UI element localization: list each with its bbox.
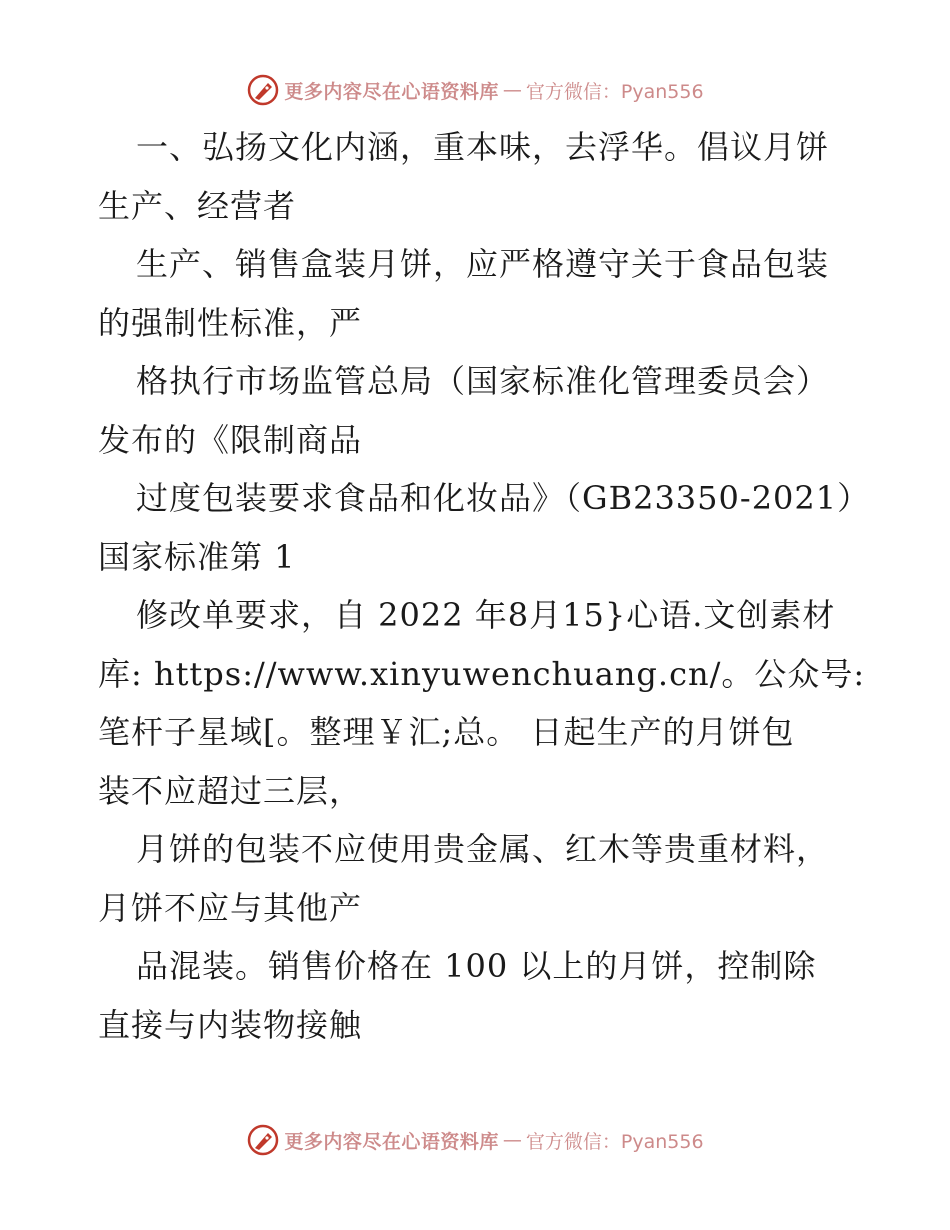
text-line: 的强制性标准，严 [98, 303, 363, 342]
text-line: 发布的《限制商品 [98, 420, 363, 459]
text-line: 国家标准第 1 [98, 537, 296, 576]
text-line: 生产、销售盒装月饼，应严格遵守关于食品包装 [136, 245, 830, 283]
text-line: 品混装。销售价格在 100 以上的月饼，控制除 [136, 947, 817, 985]
watermark-separator: — [502, 1129, 522, 1151]
text-line: 格执行市场监管总局（国家标准化管理委员会） [136, 362, 830, 400]
footer-watermark [0, 1120, 950, 1160]
text-line: 月饼不应与其他产 [98, 888, 363, 927]
text-line: 直接与内装物接触 [98, 1005, 363, 1044]
pen-nib-logo-icon [246, 73, 280, 107]
text-line: 过度包装要求食品和化妆品》（GB23350-2021） [136, 479, 871, 517]
document-body [98, 118, 871, 1054]
watermark-contact: 官方微信：Pyan556 [525, 80, 704, 103]
text-line: 一、弘扬文化内涵，重本味，去浮华。倡议月饼 [136, 128, 830, 166]
text-line: 库: https://www.xinyuwenchuang.cn/。公众号: [98, 654, 866, 693]
watermark-text: 更多内容尽在心语资料库 [284, 1130, 499, 1153]
text-line: 月饼的包装不应使用贵金属、红木等贵重材料， [136, 830, 830, 868]
watermark-contact: 官方微信：Pyan556 [525, 1130, 704, 1153]
watermark-text: 更多内容尽在心语资料库 [284, 80, 499, 103]
watermark-separator: — [502, 79, 522, 101]
text-line: 笔杆子星域[。整理￥汇;总。 日起生产的月饼包 [98, 713, 795, 751]
text-line: 修改单要求，自 2022 年8月15}心语.文创素材 [136, 596, 836, 634]
pen-nib-logo-icon [246, 1123, 280, 1157]
header-watermark [0, 70, 950, 110]
text-line: 生产、经营者 [98, 186, 297, 225]
text-line: 装不应超过三层， [98, 771, 363, 810]
